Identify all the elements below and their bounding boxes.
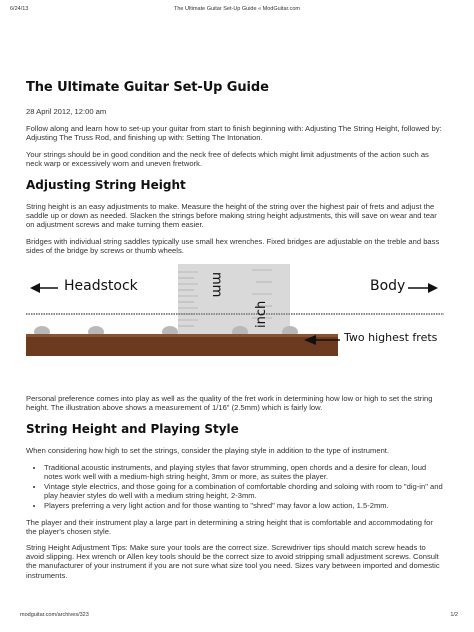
print-page-number: 1/2 xyxy=(450,612,458,618)
ruler-inch-label: inch xyxy=(254,300,269,329)
section1-paragraph-1: String height is an easy adjustments to make. Measure the height of the string over the highest pair of frets and adjust the saddle up or down as needed. Slacken the strings before making string height adjustments, this will save on wear and tear on adjustment screws and make turning them easier. xyxy=(26,202,437,230)
string-height-diagram xyxy=(26,262,444,382)
neck-highlight xyxy=(26,334,338,337)
guitar-neck xyxy=(26,334,338,356)
article xyxy=(26,80,444,587)
headstock-label: Headstock xyxy=(64,278,138,295)
callout-label: Two highest frets xyxy=(344,331,438,345)
body-arrowhead-icon xyxy=(428,283,438,293)
print-footer xyxy=(20,612,458,622)
headstock-arrowhead-icon xyxy=(30,283,40,293)
print-date: 6/24/13 xyxy=(10,6,29,12)
print-header xyxy=(10,6,464,16)
article-title: The Ultimate Guitar Set-Up Guide xyxy=(26,80,269,95)
ruler-block xyxy=(178,264,290,336)
playing-style-list xyxy=(44,463,444,511)
section-heading-string-height: Adjusting String Height xyxy=(26,178,186,193)
print-page-title: The Ultimate Guitar Set-Up Guide « ModGuitar.com xyxy=(174,6,300,12)
body-label: Body xyxy=(370,278,406,295)
ruler-mm-label: mm xyxy=(209,272,224,298)
section2-intro: When considering how high to set the strings, consider the playing style in addition to the type of instrument. xyxy=(26,446,390,456)
section1-paragraph-3: Personal preference comes into play as well as the quality of the fret work in determining how low or high to set the string height. The illustration above shows a measurement of 1/16" (2.5mm) which is fairly low. xyxy=(26,394,433,413)
section2-paragraph-2: String Height Adjustment Tips: Make sure your tools are the correct size. Screwdriver tips should match screw heads to avoid slipping. Hex wrench or Allen key tools should be the correct size to avoid stripping small adjustment screws. Consult the manufacturer of your instrument if you are not sure what size tool you need. Sizes vary between imported and domestic instruments. xyxy=(26,543,440,580)
section2-paragraph-1: The player and their instrument play a large part in determining a string height that is comfortable and accommodating for the player's chosen style. xyxy=(26,517,433,536)
list-item: • Players preferring a very light action and for those wanting to "shred" may favor a low action, 1.5-2mm. xyxy=(44,501,444,510)
intro-paragraph-1: Follow along and learn how to set-up your guitar from start to finish beginning with: Adjusting The String Height, followed by: Adjusting The Truss Rod, and finishing up with: Setting The Intonation. xyxy=(26,124,442,143)
article-date: 28 April 2012, 12:00 am xyxy=(26,107,107,116)
list-item: • Vintage style electrics, and those going for a combination of comfortable chording and soloing with room to "dig-in" and play heavier styles do well with a medium string height, 2-3mm. xyxy=(44,482,444,500)
section-heading-playing-style: String Height and Playing Style xyxy=(26,422,239,437)
intro-paragraph-2: Your strings should be in good condition and the neck free of defects which might limit adjustments of the action such as neck warp or excessively worn and uneven fretwork. xyxy=(26,149,429,168)
print-url: modguitar.com/archives/323 xyxy=(20,612,89,618)
list-item: • Traditional acoustic instruments, and playing styles that favor strumming, open chords and a desire for clean, loud notes work well with a medium-high string height, 3mm or more, as suites the player. xyxy=(44,463,444,481)
section1-paragraph-2: Bridges with individual string saddles typically use small hex wrenches. Fixed bridges are adjustable on the treble and bass sides of the bridge by screws or thumb wheels. xyxy=(26,236,440,255)
